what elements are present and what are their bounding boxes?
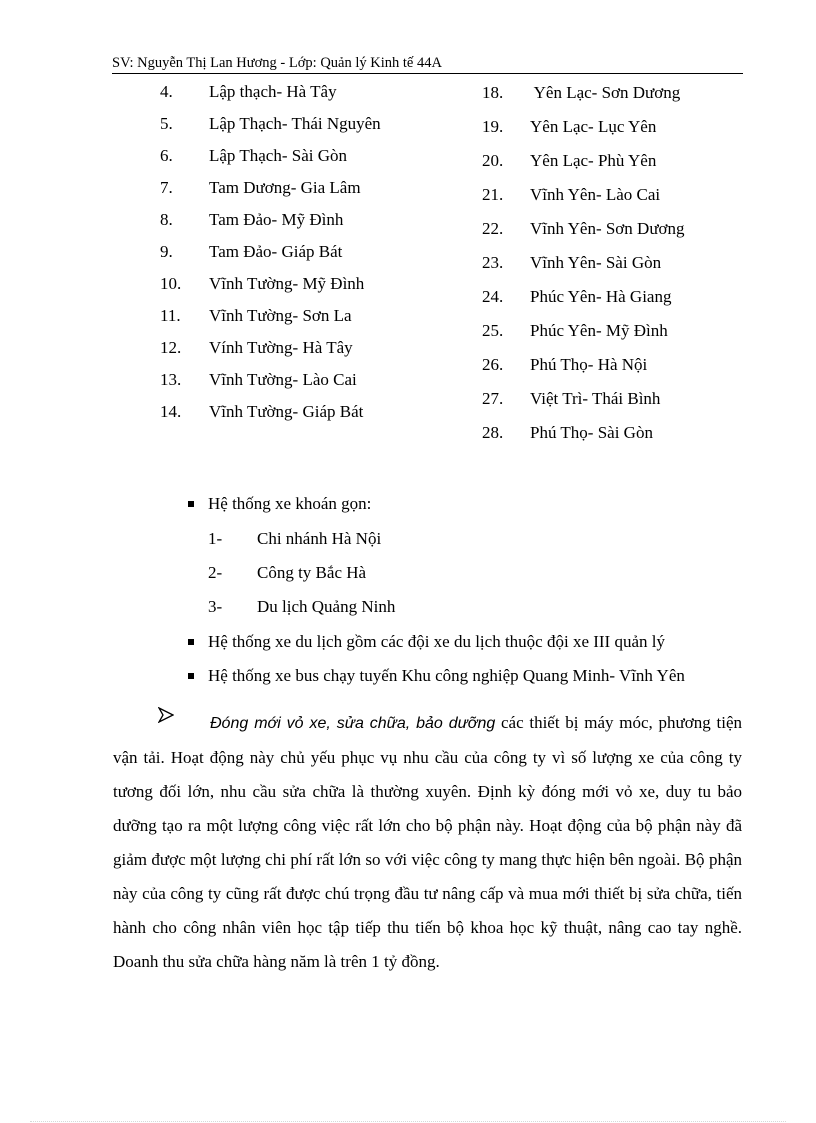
- item-number: 2-: [208, 563, 223, 582]
- item-text: Chi nhánh Hà Nội: [257, 529, 382, 548]
- item-text: Vĩnh Yên- Sài Gòn: [530, 253, 662, 272]
- item-text: Yên Lạc- Lục Yên: [530, 117, 657, 136]
- item-number: 4.: [160, 82, 173, 101]
- page-header-text: SV: Nguyễn Thị Lan Hương - Lớp: Quản lý Kinh tế 44A: [112, 55, 442, 71]
- item-number: 22.: [482, 219, 504, 238]
- item-number: 23.: [482, 253, 504, 272]
- item-text: Phúc Yên- Mỹ Đình: [530, 321, 668, 340]
- item-number: 13.: [160, 370, 182, 389]
- item-text: Phúc Yên- Hà Giang: [530, 287, 672, 306]
- square-bullet-icon: [188, 501, 194, 507]
- item-text: Tam Đảo- Mỹ Đình: [209, 210, 344, 229]
- item-text: Việt Trì- Thái Bình: [530, 389, 661, 408]
- paragraph-italic-lead: Đóng mới vỏ xe, sửa chữa, bảo dưỡng: [210, 715, 496, 732]
- item-number: 5.: [160, 114, 173, 133]
- bullet-text: Hệ thống xe du lịch gồm các đội xe du lịch thuộc đội xe III quản lý: [208, 632, 665, 651]
- bullet-contract-system: [208, 494, 371, 514]
- item-text: Tam Đảo- Giáp Bát: [209, 242, 343, 261]
- item-text: Vĩnh Yên- Sơn Dương: [530, 219, 685, 238]
- item-number: 19.: [482, 117, 504, 136]
- item-number: 7.: [160, 178, 173, 197]
- page-bottom-rule: [30, 1121, 786, 1122]
- item-number: 9.: [160, 242, 173, 261]
- item-text: Yên Lạc- Phù Yên: [530, 151, 657, 170]
- item-text: Lập Thạch- Sài Gòn: [209, 146, 348, 165]
- item-number: 14.: [160, 402, 182, 421]
- item-number: 10.: [160, 274, 182, 293]
- item-text: Lập Thạch- Thái Nguyên: [209, 114, 381, 133]
- item-text: Vĩnh Tường- Sơn La: [209, 306, 352, 325]
- item-text: Vĩnh Tường- Giáp Bát: [209, 402, 364, 421]
- item-text: Phú Thọ- Hà Nội: [530, 355, 648, 374]
- item-number: 11.: [160, 306, 181, 325]
- item-number: 20.: [482, 151, 504, 170]
- item-number: 26.: [482, 355, 504, 374]
- item-text: Phú Thọ- Sài Gòn: [530, 423, 653, 442]
- item-number: 28.: [482, 423, 504, 442]
- paragraph-text: các thiết bị máy móc, phương tiện vận tải. Hoạt động này chủ yếu phục vụ nhu cầu của công ty vì số lượng xe của công ty tương đối lớn, nhu cầu sửa chữa là thường xuyên. Định kỳ đóng mới vỏ xe, duy tu bảo dưỡng tạo ra một lượng công việc rất lớn cho bộ phận này. Hoạt động của bộ phận này đã giảm được một lượng chi phí rất lớn so với việc công ty mang thực hiện bên ngoài. Bộ phận này của công ty cũng rất được chú trọng đầu tư nâng cấp và mua mới thiết bị sửa chữa, tiến hành cho công nhân viên học tập tiếp thu tiến bộ khoa học kỹ thuật, nâng cao tay nghề. Doanh thu sửa chữa hàng năm là trên 1 tỷ đồng.: [113, 713, 742, 971]
- item-text: Yên Lạc- Sơn Dương: [530, 83, 681, 102]
- item-number: 8.: [160, 210, 173, 229]
- square-bullet-icon: [188, 639, 194, 645]
- item-number: 25.: [482, 321, 504, 340]
- square-bullet-icon: [188, 673, 194, 679]
- item-text: Lập thạch- Hà Tây: [209, 82, 337, 101]
- item-text: Công ty Bắc Hà: [257, 563, 367, 582]
- bullet-text: Hệ thống xe bus chạy tuyến Khu công nghiệp Quang Minh- Vĩnh Yên: [208, 666, 685, 685]
- bullet-tourism-system: [208, 632, 665, 652]
- bullet-bus-system: [208, 666, 685, 686]
- item-text: Vĩnh Yên- Lào Cai: [530, 185, 661, 204]
- item-text: Tam Dương- Gia Lâm: [209, 178, 361, 197]
- item-number: 21.: [482, 185, 504, 204]
- item-number: 6.: [160, 146, 173, 165]
- item-text: Vính Tường- Hà Tây: [209, 338, 353, 357]
- item-number: 18.: [482, 83, 504, 102]
- item-text: Du lịch Quảng Ninh: [257, 597, 396, 616]
- item-number: 24.: [482, 287, 504, 306]
- item-number: 12.: [160, 338, 182, 357]
- item-number: 1-: [208, 529, 223, 548]
- item-text: Vĩnh Tường- Lào Cai: [209, 370, 357, 389]
- item-number: 27.: [482, 389, 504, 408]
- body-paragraph: [113, 706, 742, 979]
- page-header: [112, 53, 743, 74]
- item-number: 3-: [208, 597, 223, 616]
- item-text: Vĩnh Tường- Mỹ Đình: [209, 274, 365, 293]
- bullet-text: Hệ thống xe khoán gọn:: [208, 494, 372, 513]
